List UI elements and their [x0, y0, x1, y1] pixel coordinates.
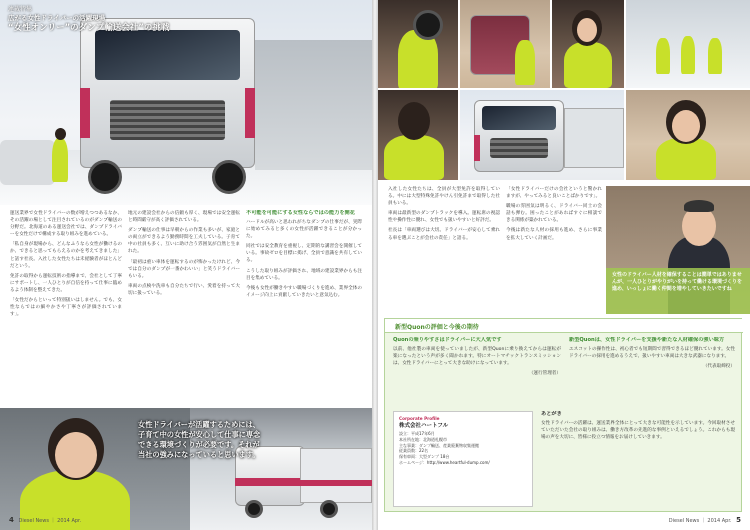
afterword-text: 女性ドライバーの活躍は、運送業界全体にとって大きな可能性を示しています。今回取材させていただいた会社の取り組みは、働き方改革の先進的な事例といえるでしょう。これからも現場の声を大切に、皆様に役立つ情報をお届けしていきます。 — [541, 421, 735, 441]
title-line2: “女性オンリー”のダンプ輸送会社”の挑戦 — [8, 22, 170, 33]
company-line: ホームページ：http://www.heartful-dump.com/ — [399, 459, 490, 465]
pull-quote: 女性のドライバー人材を確保することは簡単ではありませんが、一人ひとりがやりがいを持って働ける環境づくりを進め、いっしょに働く仲間を増やしていきたいですね — [612, 272, 743, 292]
left-page — [0, 0, 372, 530]
company-profile — [393, 411, 533, 507]
paragraph: 運送業界で女性ドライバーの数が増えつつあるなか、その活躍の場として注目されているのがダンプ輸送の分野だ。北海道のある運送会社では、ダンプドライバーを女性だけで構成する取り組みを進めている。 — [10, 211, 122, 238]
photo-grid-7 — [626, 90, 750, 180]
afterword-title: あとがき — [541, 411, 562, 417]
company-name: 株式会社ハートフル — [399, 423, 449, 429]
paragraph: 「女性ドライバーだけの会社というと驚かれますが、やってみると良いことばかりです」。 — [506, 187, 602, 200]
photo-grid-3 — [552, 0, 624, 88]
paragraph: 今後は新たな人材の採用も進め、さらに事業を拡大していく計画だ。 — [506, 228, 602, 241]
company-line: 本社所在地：北海道札幌市 — [399, 436, 447, 442]
photo-grid-4 — [626, 0, 750, 88]
title-line1: 広がる女性ドライバーの活躍現場 — [8, 14, 106, 23]
article-title — [8, 6, 169, 34]
right-text-col1 — [388, 186, 500, 314]
paragraph: 車両は最新型のダンプトラックを導入。運転席の視認性や操作性に優れ、女性でも扱いやすいと好評だ。 — [388, 211, 500, 224]
afterword — [541, 411, 735, 507]
paragraph: 同社では安全教育を重視し、定期的な講習会を開催している。事故ゼロを目標に掲げ、全員で意識を共有している。 — [246, 244, 362, 264]
page-number: 4 — [9, 516, 14, 524]
paragraph: ハードルが高いと思われがちなダンプの仕事だが、実際に始めてみると多くの女性が活躍できることが分かった。 — [246, 220, 362, 240]
photo-grid-5 — [378, 90, 458, 180]
box-sign-1: （運行管理者） — [528, 371, 561, 377]
page-number: 5 — [736, 516, 741, 524]
left-footer — [6, 516, 81, 524]
company-tag: Corporate Profile — [399, 416, 440, 421]
quote-band — [606, 268, 750, 314]
photo-grid-2 — [460, 0, 550, 88]
paragraph: 社長は「車両選びは大切。ドライバーが安心して乗れる車を選ぶことが会社の責任」と語る。 — [388, 228, 500, 241]
box-col1 — [393, 337, 561, 405]
right-page — [378, 0, 750, 530]
company-line: 主な事業：ダンプ輸送、産業廃棄物収集運搬 — [399, 442, 480, 448]
footer-text: Diesel News ｜ 2014 Apr. — [18, 518, 82, 524]
box-sign-2: （代表取締役） — [702, 364, 735, 370]
right-footer — [669, 516, 744, 524]
paragraph: 今後も女性が働きやすい職場づくりを進め、業界全体のイメージ向上に貢献していきたいと意気込む。 — [246, 285, 362, 298]
box-subhead-1: Quonの乗りやすさはドライバーに大人気です — [393, 337, 502, 343]
box-text-1: 以前、他社製の車両を使っていましたが、新型Quonに乗り換えてからは運転が楽になったという声が多く聞かれます。特にオートマチックトランスミッションは、女性ドライバーにとって大きな助けになっています。 — [393, 347, 561, 367]
company-line: 保有車両：大型ダンプ 18台 — [399, 454, 450, 460]
paragraph: 車両の点検や洗車も自分たちで行い、愛着を持って大切に扱っている。 — [128, 283, 240, 296]
box-label: 新型Quonの評価と今後の期待 — [395, 324, 479, 331]
series-label: 連載特集 — [8, 6, 33, 13]
right-text-col2 — [506, 186, 602, 314]
paragraph: 地元の建設会社からの信頼も厚く、現場では安全運転と時間厳守が高く評価されている。 — [128, 211, 240, 224]
photo-caption: 女性ドライバーが活躍するためには、子育て中の女性が安心して仕事に専念できる環境づくりが必要です。それが当社の強みになっていると思います。 — [138, 420, 261, 459]
left-text-col3 — [246, 210, 362, 420]
box-col2 — [569, 337, 735, 405]
paragraph: ダンプ輸送の仕事は早朝からの作業も多いが、家庭との両立ができるよう勤務時間を工夫している。子育て中の社員も多く、互いに助け合う雰囲気が自然と生まれた。 — [128, 228, 240, 255]
quon-review-box — [384, 318, 742, 512]
footer-text: Diesel News ｜ 2014 Apr. — [668, 518, 732, 524]
box-text-2: エスコットの操作性は、初心者でも短期間で習得できるほど優れています。女性ドライバーの採用を進めるうえで、扱いやすい車両は大きな武器になります。 — [569, 347, 735, 360]
paragraph: 「私自身が現場から、どんなふうなら女性が働けるのか、できると思ってもらえるのかを考えてきました」と話す社長。入社した女性たちは未経験者がほとんどだという。 — [10, 242, 122, 269]
paragraph: 入社した女性たちは、全員が大型免許を取得している。中には大型特殊免許やけん引免許まで取得した社員もいる。 — [388, 187, 500, 207]
box-subhead-2: 新型Quonは、女性ドライバーを支援や新たな人材確保の強い味方 — [569, 337, 725, 343]
paragraph: 「最初は重い車体を運転するのが怖かったけれど、今では自分のダンプが一番かわいい」と笑うドライバーもいる。 — [128, 259, 240, 279]
photo-grid-6 — [460, 90, 624, 180]
company-line: 従業員数：22名 — [399, 448, 429, 454]
section-subhead: 不可能を可能にする女性ならではの能力を開花 — [246, 210, 355, 216]
left-text-col2 — [128, 210, 240, 420]
paragraph: 職場の雰囲気は明るく、ドライバー同士の会話も弾む。困ったことがあればすぐに相談できる関係が築かれている。 — [506, 204, 602, 224]
photo-grid-1 — [378, 0, 458, 88]
box-header — [385, 319, 743, 333]
paragraph: こうした取り組みが評価され、地域の建設業界からも注目を集めている。 — [246, 268, 362, 281]
paragraph: 「女性だからといって特別扱いはしません。でも、女性ならではの細やかさや丁寧さが評価されています」。 — [10, 298, 122, 318]
paragraph: 免許の取得から運転技術の指導まで、会社として丁寧にサポートし、一人ひとりが自信を持って仕事に臨めるよう体制を整えてきた。 — [10, 273, 122, 293]
left-text-col1 — [10, 210, 122, 420]
company-line: 設立：平成17年6月 — [399, 431, 435, 436]
